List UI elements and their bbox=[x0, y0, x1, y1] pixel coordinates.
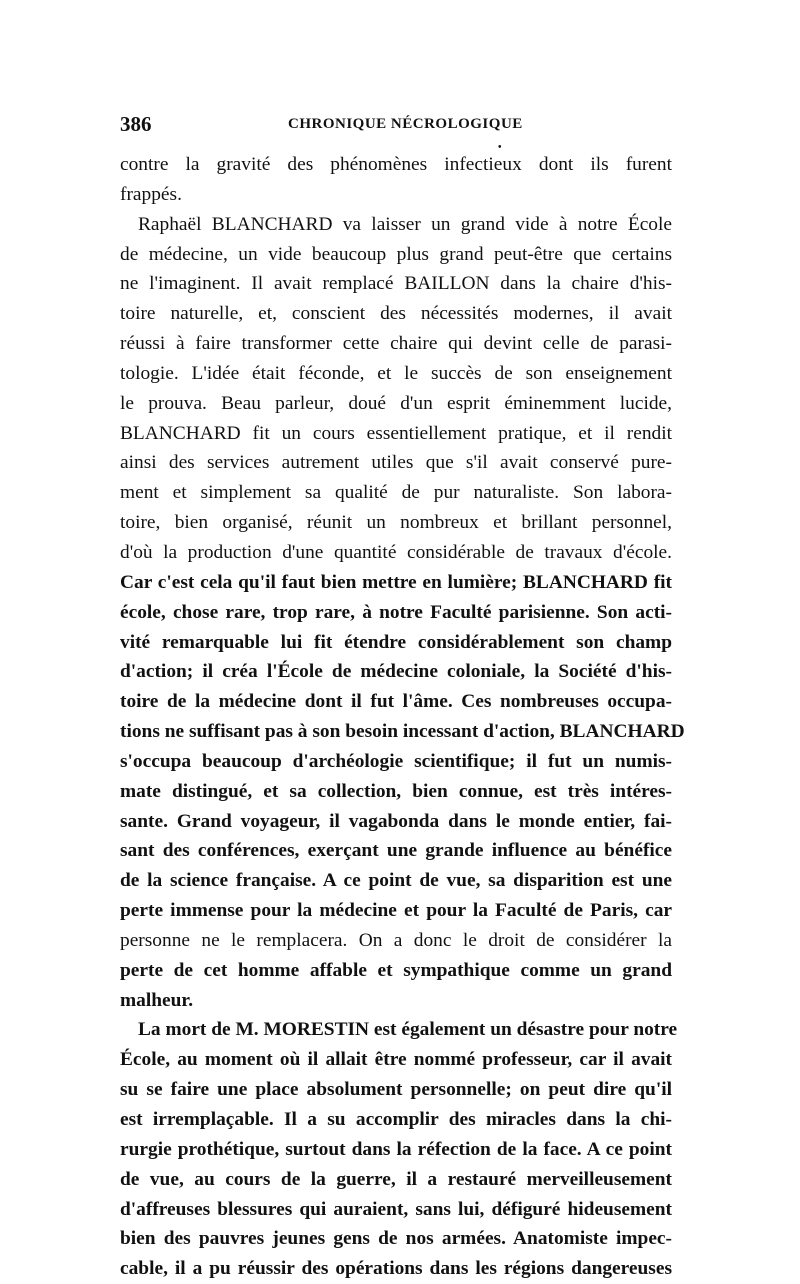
text-line: de la science française. A ce point de vue, sa disparition est une bbox=[120, 870, 672, 892]
text-line: sant des conférences, exerçant une grande influence au bénéfice bbox=[120, 840, 672, 862]
text-line: d'où la production d'une quantité considérable de travaux d'école. bbox=[120, 541, 672, 563]
text-line: s'occupa beaucoup d'archéologie scientifique; il fut un numis- bbox=[120, 750, 672, 772]
text-line: tologie. L'idée était féconde, et le succès de son enseignement bbox=[120, 362, 672, 384]
text-line: ment et simplement sa qualité de pur naturaliste. Son labora- bbox=[120, 482, 672, 504]
text-line: École, au moment où il allait être nommé professeur, car il avait bbox=[120, 1049, 672, 1071]
text-line: ainsi des services autrement utiles que s'il avait conservé pure- bbox=[120, 452, 672, 474]
text-line: malheur. bbox=[120, 989, 194, 1011]
text-line: Car c'est cela qu'il faut bien mettre en lumière; BLANCHARD fit bbox=[120, 571, 672, 593]
text-line: perte de cet homme affable et sympathique comme un grand bbox=[120, 959, 672, 981]
text-line: Raphaël BLANCHARD va laisser un grand vide à notre École bbox=[138, 213, 672, 235]
text-line: tions ne suffisant pas à son besoin incessant d'action, BLANCHARD bbox=[120, 721, 685, 743]
text-line: contre la gravité des phénomènes infectieux dont ils furent bbox=[120, 154, 672, 175]
text-line: est irremplaçable. Il a su accomplir des miracles dans la chi- bbox=[120, 1109, 672, 1130]
text-line: ne l'imaginent. Il avait remplacé BAILLON dans la chaire d'his- bbox=[120, 273, 672, 295]
text-line: vité remarquable lui fit étendre considérablement son champ bbox=[120, 631, 672, 653]
body-text bbox=[120, 150, 685, 1284]
text-line: mate distingué, et sa collection, bien connue, est très intéres- bbox=[120, 780, 672, 802]
text-line: cable, il a pu réussir des opérations dans les régions dangereuses bbox=[120, 1258, 672, 1280]
text-line: de vue, au cours de la guerre, il a restauré merveilleusement bbox=[120, 1168, 672, 1190]
text-line: le prouva. Beau parleur, doué d'un esprit éminemment lucide, bbox=[120, 392, 672, 414]
text-line: La mort de M. MORESTIN est également un désastre pour notre bbox=[138, 1019, 678, 1041]
header-dot: • bbox=[498, 142, 502, 153]
text-line: rurgie prothétique, surtout dans la réfection de la face. A ce point bbox=[120, 1138, 672, 1160]
text-line: toire de la médecine dont il fut l'âme. Ces nombreuses occupa- bbox=[120, 691, 672, 713]
text-line: su se faire une place absolument personnelle; on peut dire qu'il bbox=[120, 1079, 672, 1101]
text-line: toire, bien organisé, réunit un nombreux et brillant personnel, bbox=[120, 512, 672, 534]
text-line: frappés. bbox=[120, 183, 182, 205]
text-line: BLANCHARD fit un cours essentiellement pratique, et il rendit bbox=[120, 422, 672, 444]
text-line: d'affreuses blessures qui auraient, sans lui, défiguré hideusement bbox=[120, 1198, 672, 1220]
text-line: de médecine, un vide beaucoup plus grand peut-être que certains bbox=[120, 243, 672, 265]
running-title: CHRONIQUE NÉCROLOGIQUE bbox=[288, 116, 523, 132]
text-line: perte immense pour la médecine et pour la Faculté de Paris, car bbox=[120, 900, 672, 922]
running-header bbox=[120, 112, 672, 153]
text-line: personne ne le remplacera. On a donc le droit de considérer la bbox=[120, 929, 672, 951]
text-line: d'action; il créa l'École de médecine coloniale, la Société d'his- bbox=[120, 661, 672, 683]
text-line: bien des pauvres jeunes gens de nos armées. Anatomiste impec- bbox=[120, 1228, 672, 1250]
text-line: école, chose rare, trop rare, à notre Faculté parisienne. Son acti- bbox=[120, 601, 672, 623]
page-number: 386 bbox=[120, 112, 152, 136]
text-line: toire naturelle, et, conscient des nécessités modernes, il avait bbox=[120, 303, 672, 325]
text-line: sante. Grand voyageur, il vagabonda dans le monde entier, fai- bbox=[120, 810, 672, 832]
text-line: réussi à faire transformer cette chaire qui devint celle de parasi- bbox=[120, 333, 672, 355]
